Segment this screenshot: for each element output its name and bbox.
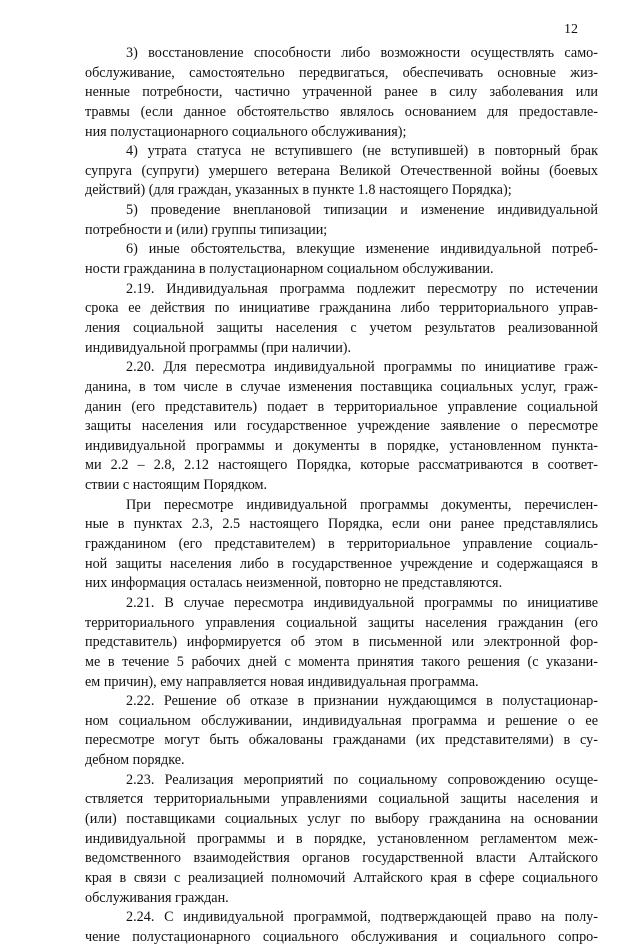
text-line: дебном порядке. bbox=[85, 752, 185, 769]
text-line: представитель) информируется об этом в письменной или электронной фор- bbox=[85, 634, 598, 651]
text-line: них информация осталась неизменной, повторно не представляются. bbox=[85, 575, 503, 592]
text-line: 5) проведение внеплановой типизации и изменение индивидуальной bbox=[126, 202, 598, 219]
text-line: 3) восстановление способности либо возможности осуществлять само- bbox=[126, 45, 598, 61]
text-line: ления социальной защиты населения с учетом результатов реализованной bbox=[85, 319, 598, 336]
text-line: действий) (для граждан, указанных в пункте 1.8 настоящего Порядка); bbox=[85, 182, 512, 199]
text-line: ном социальном обслуживании, индивидуальная программа и решение о ее bbox=[85, 712, 598, 729]
text-line: потребности и (или) группы типизации; bbox=[85, 221, 328, 238]
text-line: ненные потребности, частично утраченной ранее в силу заболевания или bbox=[85, 84, 598, 101]
text-line: ствии с настоящим Порядком. bbox=[85, 477, 268, 494]
text-line: края в связи с реализацией полномочий Алтайского края в сфере социального bbox=[85, 869, 598, 886]
text-line: пересмотре могут быть обжалованы гражданами (их представителями) в су- bbox=[85, 732, 598, 749]
text-line: ности гражданина в полустационарном социальном обслуживании. bbox=[85, 261, 494, 278]
text-line: индивидуальной программы (при наличии). bbox=[85, 339, 352, 356]
text-line: 2.21. В случае пересмотра индивидуальной программы по инициативе bbox=[126, 594, 598, 611]
text-line: индивидуальной программы и документы в порядке, установленном пункта- bbox=[85, 437, 598, 454]
text-line: травмы (если данное обстоятельство являлось основанием для предоставле- bbox=[85, 103, 598, 120]
text-line: территориального управления социальной защиты населения гражданин (его bbox=[85, 614, 598, 631]
page-number: 12 bbox=[564, 22, 578, 37]
text-line: 6) иные обстоятельства, влекущие изменение индивидуальной потреб- bbox=[126, 241, 598, 258]
text-line: обслуживания граждан. bbox=[85, 889, 229, 906]
text-line: супруга (супруги) умершего ветерана Великой Отечественной войны (боевых bbox=[85, 162, 598, 179]
text-line: ме в течение 5 рабочих дней с момента принятия такого решения (с указани- bbox=[85, 653, 598, 670]
text-line: данина, в том числе в случае изменения поставщика социальных услуг, граж- bbox=[85, 378, 598, 395]
text-line: 2.22. Решение об отказе в признании нуждающимся в полустационар- bbox=[126, 693, 598, 710]
text-line: индивидуальной программы и в порядке, установленном регламентом меж- bbox=[85, 830, 598, 847]
text-line: срока ее действия по инициативе гражданина либо территориального управ- bbox=[85, 300, 598, 317]
text-line: 2.24. С индивидуальной программой, подтверждающей право на полу- bbox=[126, 909, 598, 926]
text-line: При пересмотре индивидуальной программы документы, перечислен- bbox=[126, 496, 598, 513]
text-line: чение полустационарного социального обслуживания и социального сопро- bbox=[85, 928, 598, 945]
text-line: ведомственного взаимодействия органов государственной власти Алтайского bbox=[85, 850, 598, 867]
text-line: защиты населения или государственное учреждение заявление о пересмотре bbox=[85, 418, 598, 435]
text-line: 2.20. Для пересмотра индивидуальной программы по инициативе граж- bbox=[126, 359, 598, 376]
text-line: 2.23. Реализация мероприятий по социальному сопровождению осуще- bbox=[126, 771, 598, 788]
text-line: 4) утрата статуса не вступившего (не вступившей) в повторный брак bbox=[126, 143, 598, 160]
text-line: данин (его представитель) подает в территориальное управление социальной bbox=[85, 398, 598, 415]
document-body bbox=[85, 44, 598, 947]
text-line: гражданином (его представителем) в территориальное управление социаль- bbox=[85, 536, 598, 553]
text-line: ми 2.2 – 2.8, 2.12 настоящего Порядка, которые рассматриваются в соответ- bbox=[85, 457, 598, 474]
text-line: 2.19. Индивидуальная программа подлежит пересмотру по истечении bbox=[126, 280, 598, 297]
text-line: ной защиты населения либо в государственное учреждение и содержащаяся в bbox=[85, 555, 598, 572]
text-line: ния полустационарного социального обслуживания); bbox=[85, 123, 407, 140]
text-line: (или) поставщиками социальных услуг по выбору гражданина на основании bbox=[85, 810, 598, 827]
text-line: ем причин), ему направляется новая индивидуальная программа. bbox=[85, 673, 479, 690]
text-line: ные в пунктах 2.3, 2.5 настоящего Порядка, если они ранее представлялись bbox=[85, 516, 598, 533]
text-line: ствляется территориальными управлениями социальной защиты населения и bbox=[85, 791, 598, 808]
text-line: обслуживание, самостоятельно передвигаться, обеспечивать основные жиз- bbox=[85, 64, 598, 81]
